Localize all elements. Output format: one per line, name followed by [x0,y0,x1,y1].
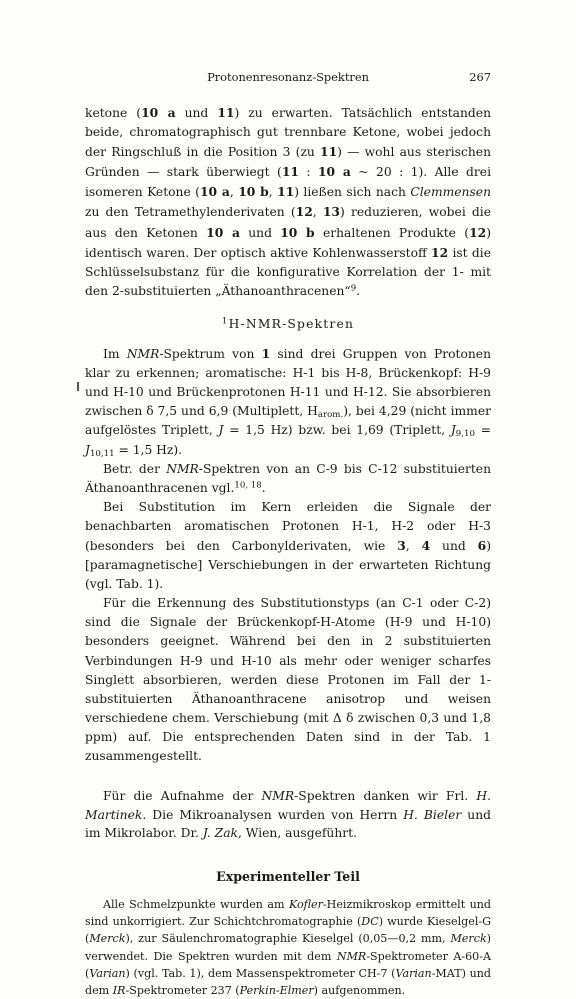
page-header [0,70,576,86]
nmr-section-heading: $^1$H-NMR-Spektren [221,316,355,331]
margin-mark [77,382,79,391]
running-title: Protonenresonanz-Spektren [207,70,369,84]
acknowledgement-paragraph: Für die Aufnahme der NMR-Spektren danken wir Frl. H. Martinek. Die Mikroanalysen wurden von Herrn H. Bieler und im Mikrolabor. Dr. J. Zak, Wien, ausgeführt. [85,789,491,841]
intro-paragraph: ketone (10 a und 11) zu erwarten. Tatsächlich entstanden beide, chromatographisch gut trennbare Ketone, wobei jedoch der Ringschluß in die Position 3 (zu 11) — wohl aus sterischen Gründen — stark überwiegt (11 : 10 a ~ 20 : 1). Alle drei isomeren Ketone (10 a, 10 b, 11) ließen sich nach Clemmensen zu den Tetramethylenderivaten (12, 13) reduzieren, wobei die aus den Ketonen 10 a und 10 b erhaltenen Produkte (12) identisch waren. Der optisch aktive Kohlenwasserstoff 12 ist die Schlüsselsubstanz für die konfigurative Korrelation der 1- mit den 2-substituierten „Äthanoanthracenen“$^9$. [85,105,492,298]
nmr-paragraph-1: Im NMR-Spektrum von 1 sind drei Gruppen von Protonen klar zu erkennen; aromatische: H-1 bis H-8, Brückenkopf: H-9 und H-10 und Brückenprotonen H-11 und H-12. Sie absorbieren zwischen δ 7,5 und 6,9 (Multiplett, $H_{arom.}$), bei 4,29 (nicht immer aufgelöstes Triplett, J = 1,5 Hz) bzw. bei 1,69 (Triplett, $J_{9,10} = J_{10,11} = 1,5$ Hz). [85,346,491,459]
nmr-paragraph-2: Betr. der NMR-Spektren von an C-9 bis C-12 substituierten Äthanoanthracenen vgl.$^{10, 18}$. [85,461,491,495]
experimental-heading: Experimenteller Teil [216,868,360,884]
nmr-paragraph-4: Für die Erkennung des Substitutionstyps (an C-1 oder C-2) sind die Signale der Brückenkopf-H-Atome (H-9 und H-10) besonders geeignet. Während bei den in 2 substituierten Verbindungen H-9 und H-10 als mehr oder weniger scharfes Singlett absorbieren, werden diese Protonen im Fall der 1-substituierten Äthanoanthracene anisotrop und weisen verschiedene chem. Verschiebung (mit Δ δ zwischen 0,3 und 1,8 ppm) auf. Die entsprechenden Daten sind in der Tab. 1 zusammengestellt. [85,596,491,763]
nmr-paragraph-3: Bei Substitution im Kern erleiden die Signale der benachbarten aromatischen Protonen H-1, H-2 oder H-3 (besonders bei den Carbonylderivaten, wie 3, 4 und 6) [paramagnetische] Verschiebungen in der erwarteten Richtung (vgl. Tab. 1). [85,499,491,592]
page-number: 267 [469,70,491,84]
text-body [85,103,491,999]
experimental-paragraph: Alle Schmelzpunkte wurden am Kofler-Heizmikroskop ermittelt und sind unkorrigiert. Zur Schichtchromatographie (DC) wurde Kieselgel-G (Merck), zur Säulenchromatographie Kieselgel (0,05—0,2 mm, Merck) verwendet. Die Spektren wurden mit dem NMR-Spektrometer A-60-A (Varian) (vgl. Tab. 1), dem Massenspektrometer CH-7 (Varian-MAT) und dem IR-Spektrometer 237 (Perkin-Elmer) aufgenommen. [85,897,492,997]
